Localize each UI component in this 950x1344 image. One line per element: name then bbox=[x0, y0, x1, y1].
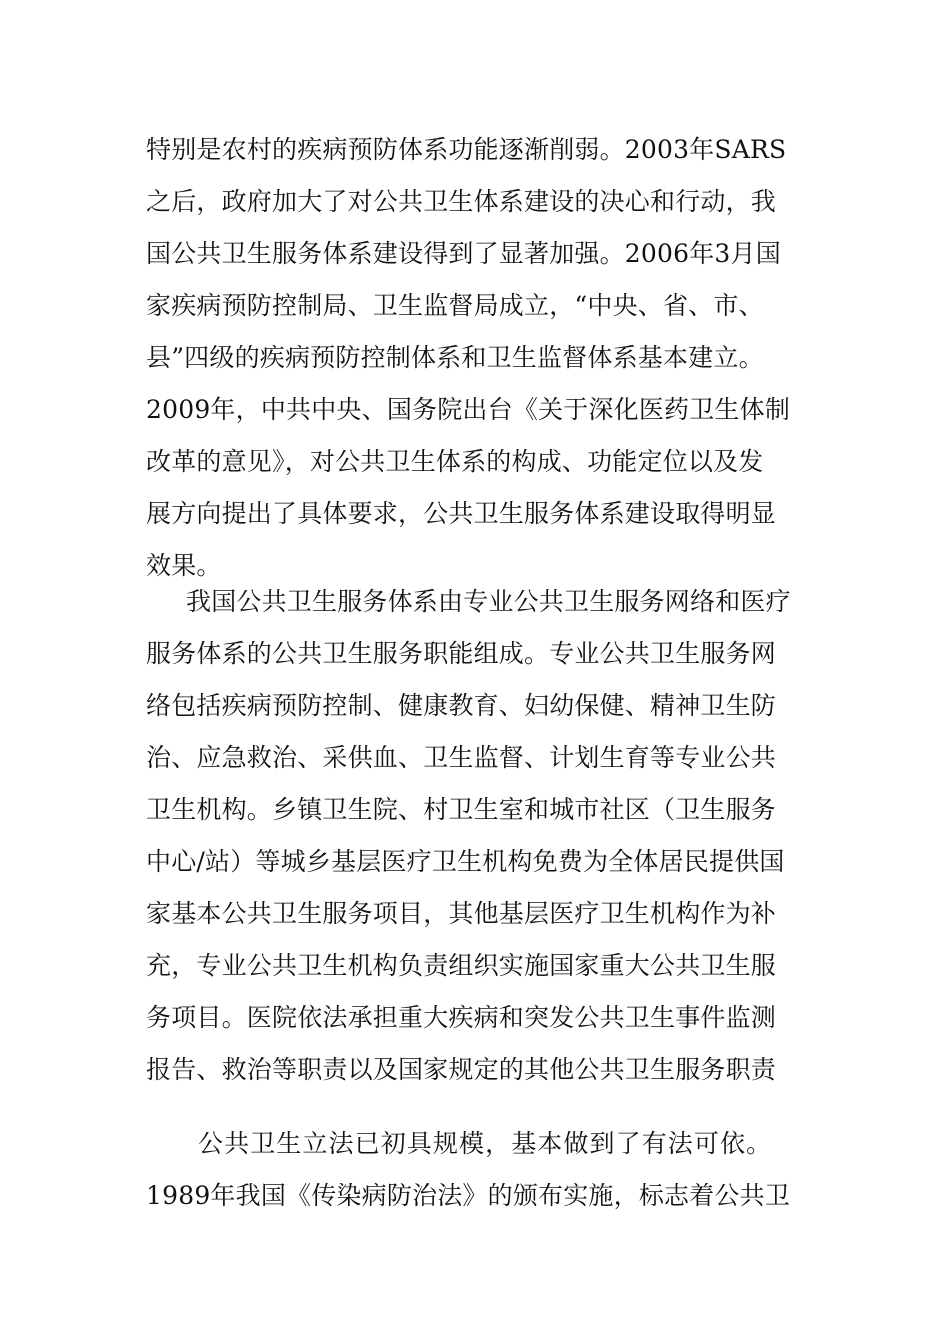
text-line: 1989年我国《传染病防治法》的颁布实施，标志着公共卫 bbox=[146, 1181, 791, 1210]
text-line: 络包括疾病预防控制、健康教育、妇幼保健、精神卫生防 bbox=[146, 691, 777, 720]
text-line: 2009年，中共中央、国务院出台《关于深化医药卫生体制 bbox=[146, 395, 791, 424]
paragraph-3 bbox=[146, 1118, 806, 1222]
text-line: 充，专业公共卫生机构负责组织实施国家重大公共卫生服 bbox=[146, 951, 777, 980]
text-line-indented: 公共卫生立法已初具规模，基本做到了有法可依。 bbox=[198, 1129, 773, 1158]
text-line: 县”四级的疾病预防控制体系和卫生监督体系基本建立。 bbox=[146, 343, 764, 372]
text-line: 报告、救治等职责以及国家规定的其他公共卫生服务职责 bbox=[146, 1055, 777, 1084]
text-line: 服务体系的公共卫生服务职能组成。专业公共卫生服务网 bbox=[146, 639, 777, 668]
paragraph-2 bbox=[146, 576, 806, 1096]
text-line: 务项目。医院依法承担重大疾病和突发公共卫生事件监测 bbox=[146, 1003, 777, 1032]
text-line: 之后，政府加大了对公共卫生体系建设的决心和行动，我 bbox=[146, 187, 777, 216]
text-line: 效果。 bbox=[146, 551, 222, 580]
text-line: 家基本公共卫生服务项目，其他基层医疗卫生机构作为补 bbox=[146, 899, 777, 928]
text-line-indented: 我国公共卫生服务体系由专业公共卫生服务网络和医疗 bbox=[186, 587, 791, 616]
text-line: 家疾病预防控制局、卫生监督局成立，“中央、省、市、 bbox=[146, 291, 764, 320]
text-line: 治、应急救治、采供血、卫生监督、计划生育等专业公共 bbox=[146, 743, 777, 772]
text-line: 中心/站）等城乡基层医疗卫生机构免费为全体居民提供国 bbox=[146, 847, 785, 876]
text-line: 国公共卫生服务体系建设得到了显著加强。2006年3月国 bbox=[146, 239, 781, 268]
text-line: 特别是农村的疾病预防体系功能逐渐削弱。2003年SARS bbox=[146, 135, 787, 164]
text-line: 展方向提出了具体要求，公共卫生服务体系建设取得明显 bbox=[146, 499, 777, 528]
text-line: 卫生机构。乡镇卫生院、村卫生室和城市社区（卫生服务 bbox=[146, 795, 777, 824]
paragraph-1 bbox=[146, 124, 806, 592]
text-line: 改革的意见》，对公共卫生体系的构成、功能定位以及发 bbox=[146, 447, 764, 476]
